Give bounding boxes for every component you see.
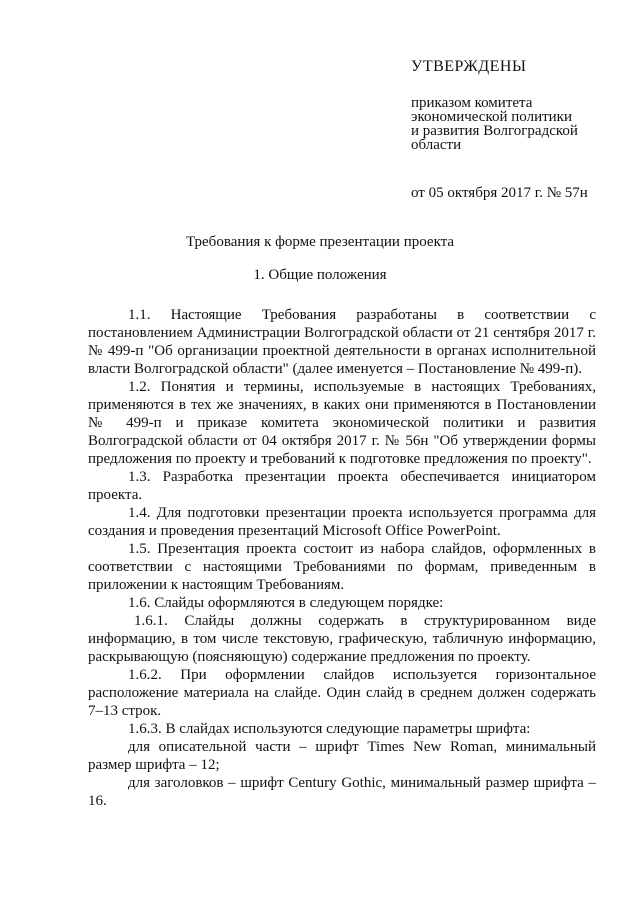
- paragraph-font-headings: для заголовков – шрифт Century Gothic, минимальный размер шрифта – 16.: [88, 775, 596, 809]
- section-title: 1. Общие положения: [253, 267, 387, 283]
- paragraph-1-4: 1.4. Для подготовки презентации проекта используется программа для создания и проведения презентаций Microsoft Office PowerPoint.: [88, 505, 596, 539]
- document-body: [88, 306, 596, 810]
- approval-line: приказом комитета: [411, 95, 533, 111]
- document-title: Требования к форме презентации проекта: [185, 234, 455, 250]
- approval-date: от 05 октября 2017 г. № 57н: [411, 185, 588, 201]
- approval-heading: УТВЕРЖДЕНЫ: [411, 58, 527, 75]
- paragraph-1-6-3: 1.6.3. В слайдах используются следующие параметры шрифта:: [128, 721, 531, 737]
- approval-lines: [411, 96, 606, 152]
- paragraph-1-3: 1.3. Разработка презентации проекта обеспечивается инициатором проекта.: [88, 469, 596, 503]
- paragraph-1-2: 1.2. Понятия и термины, используемые в настоящих Требованиях, применяются в тех же значениях, в каких они применяются в Постановлении № 499-п и приказе комитета экономической политики и развития Волгоградской области от 04 октября 2017 г. № 56н "Об утверждении формы предложения по проекту и требований к подготовке предложения по проекту".: [88, 379, 596, 467]
- paragraph-1-5: 1.5. Презентация проекта состоит из набора слайдов, оформленных в соответствии с настоящими Требованиями по формам, приведенным в приложении к настоящим Требованиям.: [88, 541, 596, 593]
- approval-line: и развития Волгоградской: [411, 123, 578, 139]
- paragraph-font-body: для описательной части – шрифт Times New Roman, минимальный размер шрифта – 12;: [88, 739, 596, 773]
- paragraph-1-6-1: 1.6.1. Слайды должны содержать в структурированном виде информацию, в том числе текстовую, графическую, табличную информацию, раскрывающую (поясняющую) содержание предложения по проекту.: [88, 613, 596, 665]
- approval-line: экономической политики: [411, 109, 573, 125]
- paragraph-1-6: 1.6. Слайды оформляются в следующем порядке:: [128, 595, 444, 611]
- paragraph-1-1: 1.1. Настоящие Требования разработаны в соответствии с постановлением Администрации Волгоградской области от 21 сентября 2017 г. № 499-п "Об организации проектной деятельности в органах исполнительной власти Волгоградской области" (далее именуется – Постановление № 499-п).: [88, 307, 596, 377]
- approval-block: [411, 58, 606, 202]
- paragraph-1-6-2: 1.6.2. При оформлении слайдов используется горизонтальное расположение материала на слайде. Один слайд в среднем должен содержать 7–13 строк.: [88, 667, 596, 719]
- approval-line: области: [411, 137, 462, 153]
